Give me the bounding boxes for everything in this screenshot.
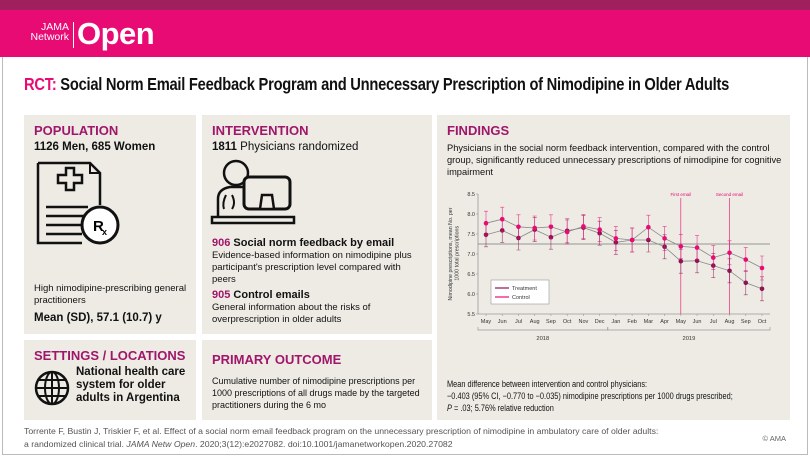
data-point-control	[532, 226, 537, 231]
arm-feedback-desc: Evidence-based information on nimodipine plus participant's prescription level compared with peers	[212, 250, 412, 285]
svg-text:R: R	[93, 218, 104, 235]
y-tick-label: 7.5	[467, 232, 475, 238]
x-tick-label: Oct	[562, 319, 572, 325]
citation: Torrente F, Bustin J, Triskier F, et al. Effect of a social norm email feedback program on the unnecessary prescription of nimodipine in ambulatory care of older adults: a randomized clinical trial. JAMA Netw Open. 2020;3(12):e2027082. doi:10.1001/jamanetworkopen.2020.27082	[24, 426, 659, 449]
year-bracket	[608, 327, 770, 330]
data-point-treatment	[760, 287, 765, 292]
outcome-panel	[202, 340, 432, 420]
year-label: 2018	[536, 336, 550, 342]
x-tick-label: May	[480, 319, 492, 325]
y-tick-label: 6.5	[467, 272, 475, 278]
x-tick-label: Aug	[529, 319, 540, 325]
header-bar	[0, 10, 810, 57]
prescription-document-icon	[36, 161, 126, 247]
data-point-control	[662, 236, 667, 241]
top-strip	[0, 0, 810, 10]
series-line-treatment	[486, 228, 762, 289]
findings-text: Physicians in the social norm feedback intervention, compared with the control group, significantly reduced unnecessary prescriptions of nimodipine for cognitive impairment	[447, 143, 782, 177]
data-point-control	[711, 255, 716, 260]
settings-panel	[24, 340, 196, 420]
data-point-control	[630, 238, 635, 243]
arm-feedback-title: 906 Social norm feedback by email	[212, 237, 395, 249]
outcome-text: Cumulative number of nimodipine prescriptions per 1000 prescriptions of all drugs made by the targeted practitioners during the 6 mo	[212, 376, 420, 410]
data-point-control	[516, 225, 521, 230]
arm-control-desc: General information about the risks of overprescription in older adults	[212, 302, 371, 325]
data-point-control	[695, 245, 700, 250]
physician-computer-icon	[210, 159, 300, 229]
x-tick-label: Feb	[627, 319, 637, 325]
y-tick-label: 8.5	[467, 192, 475, 198]
logo-divider	[73, 22, 74, 48]
email-marker-label: Second email	[715, 192, 744, 197]
legend-label: Control	[512, 295, 530, 301]
y-axis-label: Nimodipine prescriptions, mean No. per 1000 total prescriptions	[448, 207, 461, 301]
data-point-control	[679, 244, 684, 249]
x-tick-label: Nov	[578, 319, 589, 325]
data-point-control	[727, 251, 732, 256]
x-tick-label: Jun	[497, 319, 507, 325]
data-point-control	[597, 227, 602, 232]
findings-heading: FINDINGS	[447, 123, 510, 138]
x-tick-label: Sep	[740, 319, 751, 325]
x-tick-label: Dec	[594, 319, 605, 325]
year-bracket	[478, 327, 608, 330]
outcome-heading: PRIMARY OUTCOME	[212, 352, 342, 367]
settings-text: National health care system for older adults in Argentina	[76, 366, 186, 404]
findings-result: Mean difference between intervention and control physicians: −0.403 (95% CI, −0.770 to −0.035) nimodipine prescriptions per 1000 drugs prescribed; P = .03; 5.76% relative reduction	[447, 379, 733, 413]
email-marker-label: First email	[670, 192, 692, 197]
logo-open: Open	[77, 16, 155, 51]
data-point-control	[581, 224, 586, 229]
population-description: High nimodipine-prescribing general practitioners	[34, 283, 187, 306]
copyright: © AMA	[762, 434, 786, 443]
x-tick-label: Jul	[709, 319, 717, 325]
data-point-treatment	[679, 259, 684, 264]
population-heading: POPULATION	[34, 123, 119, 138]
series-line-control	[486, 219, 762, 268]
x-tick-label: Sep	[546, 319, 556, 325]
settings-heading: SETTINGS / LOCATIONS	[34, 348, 186, 363]
findings-panel	[437, 115, 790, 420]
data-point-control	[484, 221, 489, 226]
globe-icon	[34, 370, 70, 406]
x-tick-label: Jun	[692, 319, 702, 325]
findings-chart	[437, 180, 790, 360]
legend-label: Treatment	[512, 286, 537, 292]
x-tick-label: Jan	[611, 319, 621, 325]
x-tick-label: Jul	[514, 319, 522, 325]
intervention-heading: INTERVENTION	[212, 123, 309, 138]
year-label: 2019	[682, 336, 696, 342]
data-point-control	[549, 225, 554, 230]
y-tick-label: 6.0	[467, 292, 475, 298]
x-tick-label: Mar	[643, 319, 654, 325]
data-point-treatment	[743, 281, 748, 286]
y-tick-label: 5.5	[467, 312, 475, 318]
data-point-control	[614, 236, 619, 241]
intervention-panel	[202, 115, 432, 334]
x-tick-label: Oct	[757, 319, 767, 325]
x-tick-label: May	[675, 319, 687, 325]
population-age: Mean (SD), 57.1 (10.7) y	[34, 312, 162, 324]
data-point-control	[760, 266, 765, 271]
page-title: RCT: Social Norm Email Feedback Program and Unnecessary Prescription of Nimodipine in Older Adults	[24, 74, 730, 94]
data-point-treatment	[727, 269, 732, 274]
arm-control-title: 905 Control emails	[212, 289, 310, 301]
data-point-control	[646, 225, 651, 230]
population-summary: 1126 Men, 685 Women	[34, 141, 156, 153]
population-panel	[24, 115, 196, 334]
x-tick-label: Apr	[660, 319, 669, 325]
logo-text: JAMA Network	[30, 21, 69, 43]
x-tick-label: Aug	[724, 319, 735, 325]
data-point-control	[743, 257, 748, 262]
data-point-control	[500, 217, 505, 222]
y-tick-label: 8.0	[467, 212, 475, 218]
intervention-count: 1811 Physicians randomized	[212, 141, 359, 153]
svg-text:x: x	[102, 227, 108, 237]
data-point-control	[565, 230, 570, 235]
y-tick-label: 7.0	[467, 252, 475, 258]
